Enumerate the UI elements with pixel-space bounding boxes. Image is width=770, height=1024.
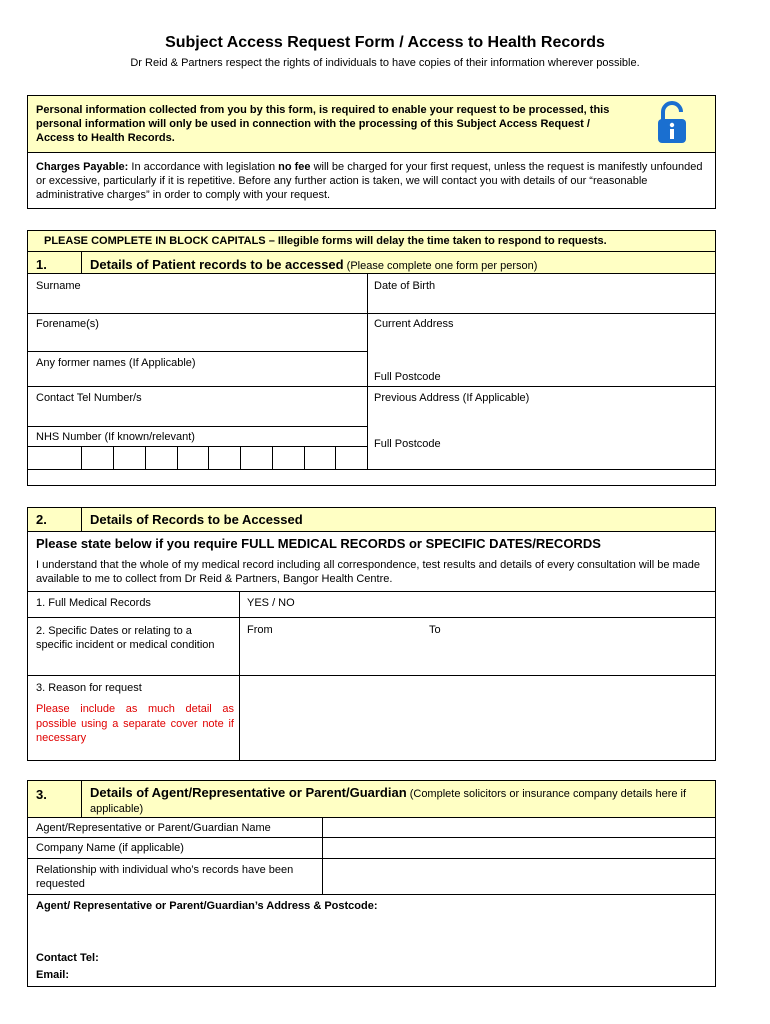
charges-label: Charges Payable: <box>36 161 129 173</box>
block-capitals-banner: PLEASE COMPLETE IN BLOCK CAPITALS – Illegible forms will delay the time taken to respond to requests. <box>44 235 607 247</box>
lock-info-icon <box>654 100 690 149</box>
section-3-heading: Details of Agent/Representative or Parent/Guardian (Complete solicitors or insurance company details here if applicable) <box>90 785 687 815</box>
agent-address-label: Agent/ Representative or Parent/Guardian’s Address & Postcode: <box>36 900 378 912</box>
nhs-number-label: NHS Number (If known/relevant) <box>36 431 195 443</box>
relationship-label: Relationship with individual who’s records have been requested <box>36 864 294 890</box>
page-subtitle: Dr Reid & Partners respect the rights of individuals to have copies of their information wherever possible. <box>130 57 640 69</box>
section-3-number: 3. <box>36 787 47 802</box>
previous-address-field[interactable] <box>368 386 715 469</box>
former-names-field[interactable] <box>28 351 367 386</box>
contact-tel-field[interactable] <box>28 386 367 426</box>
privacy-notice-text: Personal information collected from you by this form, is required to enable your request to be processed, this personal information will only be used in connection with the processing of this Subject Access Request / Access to Health Records. <box>36 104 610 144</box>
full-postcode-label-current: Full Postcode <box>374 371 441 383</box>
previous-address-label: Previous Address (If Applicable) <box>374 392 530 404</box>
agent-name-field[interactable] <box>323 817 715 837</box>
understand-statement: I understand that the whole of my medical record including all correspondence, test results and details of every consultation will be made available to me to collect from Dr Reid & Partners, Bangor Health Centre. <box>36 559 701 585</box>
section-3-agent <box>27 780 716 987</box>
agent-address-field[interactable] <box>28 895 715 986</box>
nhs-number-boxes[interactable] <box>28 446 367 469</box>
reason-label: 3. Reason for request <box>36 682 142 694</box>
forename-field[interactable] <box>28 313 367 351</box>
section-2-records <box>27 507 716 761</box>
section-1-patient-details <box>27 230 716 486</box>
specific-dates-label: 2. Specific Dates or relating to a specific incident or medical condition <box>36 625 215 651</box>
relationship-field[interactable] <box>323 858 715 894</box>
agent-name-label: Agent/Representative or Parent/Guardian Name <box>36 822 271 834</box>
yes-no-option[interactable]: YES / NO <box>247 597 295 609</box>
forename-label: Forename(s) <box>36 318 99 330</box>
section-1-number: 1. <box>36 257 47 272</box>
full-records-label: 1. Full Medical Records <box>36 597 151 609</box>
full-postcode-label-previous: Full Postcode <box>374 438 441 450</box>
section-2-number: 2. <box>36 512 47 527</box>
section-1-heading: Details of Patient records to be accessed (Please complete one form per person) <box>90 257 538 272</box>
surname-field[interactable] <box>28 273 367 313</box>
section-2-subheading: Please state below if you require FULL MEDICAL RECORDS or SPECIFIC DATES/RECORDS <box>36 536 601 551</box>
agent-contact-tel-label: Contact Tel: <box>36 952 99 964</box>
former-names-label: Any former names (If Applicable) <box>36 357 196 369</box>
current-address-label: Current Address <box>374 318 454 330</box>
page-title: Subject Access Request Form / Access to Health Records <box>165 34 605 51</box>
reason-note: Please include as much detail as possible using a separate cover note if necessary <box>36 703 234 744</box>
dob-label: Date of Birth <box>374 280 436 292</box>
agent-email-label: Email: <box>36 969 70 981</box>
to-date-field[interactable] <box>422 617 715 675</box>
charges-text: Charges Payable: In accordance with legislation no fee will be charged for your first request, unless the request is manifestly unfounded or excessive, particularly if it is repetitive. Before any further action is taken, we will contact you with details of our “reasonable administrative charges” in order to comply with your request. <box>36 161 703 201</box>
contact-tel-label: Contact Tel Number/s <box>36 392 142 404</box>
company-name-field[interactable] <box>323 837 715 858</box>
company-name-label: Company Name (if applicable) <box>36 842 184 854</box>
to-label: To <box>429 624 441 636</box>
from-date-field[interactable] <box>240 617 420 675</box>
privacy-notice-box <box>27 95 716 209</box>
reason-field[interactable] <box>240 675 715 760</box>
dob-field[interactable] <box>368 273 715 313</box>
section-2-heading: Details of Records to be Accessed <box>90 512 303 527</box>
surname-label: Surname <box>36 280 81 292</box>
from-label: From <box>247 624 273 636</box>
